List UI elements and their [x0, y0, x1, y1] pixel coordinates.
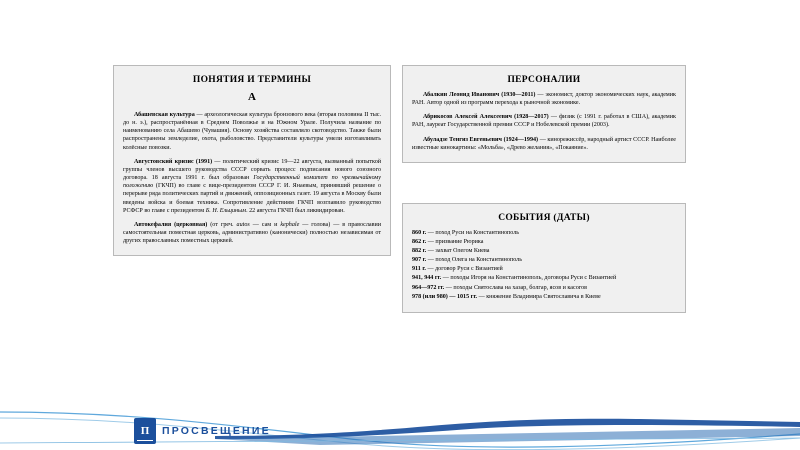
date-year: 882 г. — [412, 248, 427, 255]
term-definition: археологическая культура бронзового века (вторая половина II тыс. до н. э.), распространённая в Среднем Поволжье и на Южном Урале. Получила название по наименованию села Абашево (Чувашия). Основу хозяйства составляло скотоводство. Также были распространены земледелие, охота, рыболовство. Представители культуры умели изготавливать колёсные повозки. — [123, 112, 382, 151]
date-event: договор Руси с Византией — [435, 266, 503, 273]
date-dash: — — [426, 239, 436, 246]
date-year: 860 г. — [412, 230, 427, 236]
date-row — [412, 256, 676, 264]
date-row — [412, 274, 676, 282]
term-definition-tail: — голова) — в православии самостоятельная поместная церковь, административно (канонически) полностью независимая от других православных поместных церквей. — [123, 221, 382, 245]
date-row — [412, 238, 676, 246]
date-row — [412, 293, 676, 301]
person-name: Абрикосов Алексей Алексеевич (1928—2017) — [423, 114, 549, 121]
date-event: захват Олегом Киева — [435, 248, 490, 255]
date-year: 978 (или 980) — 1015 гг. — [412, 293, 478, 300]
date-row — [412, 284, 676, 292]
person-entry — [412, 136, 676, 152]
date-row — [412, 229, 676, 237]
date-year: 907 г. — [412, 257, 427, 264]
date-dash: — — [477, 293, 487, 300]
panel-personalities — [402, 65, 686, 163]
term-entry — [123, 111, 381, 152]
term-dash: (от греч. — [207, 221, 237, 228]
publisher-logo — [134, 418, 271, 444]
date-dash: — — [426, 248, 436, 255]
person-dash: — — [535, 92, 546, 98]
term-definition-part1: политический кризис 19—22 августа, вызванный попыткой группы членов высшего руководства СССР сорвать процесс подписания нового союзного договора. 18 августа 1991 г. был образован — [123, 158, 382, 182]
term-dash: — — [194, 112, 205, 118]
date-dash: — — [425, 266, 436, 273]
person-entry — [412, 113, 676, 129]
date-year: 862 г. — [412, 239, 427, 246]
term-definition-tail: . 22 августа ГКЧП был ликвидирован. — [246, 207, 345, 214]
date-year: 911 г. — [412, 266, 426, 273]
person-description: кинорежиссёр, народный артист СССР. Наиболее известные кинокартины: «Мольба», «Древо желания», «Покаяние». — [412, 136, 677, 151]
footer-decoration — [0, 392, 800, 450]
date-event: призвание Рюрика — [435, 239, 484, 246]
term-italic-2: kephale — [280, 221, 300, 228]
date-event: поход Руси на Константинополь — [435, 230, 520, 236]
person-description: физик (с 1991 г. работал в США), академик РАН, лауреат Государственной премии СССР и Нобелевской премии (2003). — [412, 114, 676, 129]
dates-list — [412, 229, 676, 301]
person-dash: — — [538, 136, 548, 143]
person-dash: — — [548, 114, 560, 121]
wave-graphic-icon — [0, 392, 800, 450]
date-event: походы Святослава на хазар, болгар, ясов и касогов — [453, 284, 588, 291]
panel-events-dates — [402, 203, 686, 313]
prosveshchenie-mark-icon — [134, 418, 156, 444]
term-dash: — — [212, 158, 223, 165]
letter-heading-a: А — [248, 91, 256, 103]
term-italic-1: autos — [236, 221, 250, 228]
person-name: Абуладзе Тенгиз Евгеньевич (1924—1994) — [423, 136, 539, 143]
date-event: походы Игоря на Константинополь, договоры Руси с Византией — [450, 275, 617, 282]
date-dash: — — [426, 230, 436, 236]
panel-title-personalities: ПЕРСОНАЛИИ — [507, 75, 581, 85]
panel-title-events: СОБЫТИЯ (ДАТЫ) — [498, 213, 590, 223]
date-dash: — — [444, 284, 454, 291]
term-entry — [123, 221, 381, 245]
logo-letter: П — [140, 425, 150, 437]
date-year: 941, 944 гг. — [412, 275, 442, 282]
panel-concepts-and-terms — [113, 65, 391, 256]
date-row — [412, 247, 676, 255]
date-year: 964—972 гг. — [412, 284, 445, 291]
term-definition-mid: — сам и — [249, 221, 281, 228]
term-italic-1: Государственный комитет по чрезвычайному положению — [123, 175, 381, 190]
person-entry — [412, 91, 676, 107]
person-name: Абалкин Леонид Иванович (1930—2011) — [423, 92, 536, 98]
term-name: Августовский кризис (1991) — [134, 158, 213, 165]
term-italic-2: Б. Н. Ельциным — [205, 207, 247, 214]
person-description: экономист, доктор экономических наук, академик РАН. Автор одной из программ перехода к рыночной экономике. — [412, 92, 677, 107]
panel-title-concepts: ПОНЯТИЯ И ТЕРМИНЫ — [192, 75, 312, 85]
term-name: Автокефалия (церковная) — [134, 221, 208, 228]
date-event: поход Олега на Константинополь — [435, 257, 523, 264]
term-entry — [123, 158, 381, 215]
date-event: княжение Владимира Святославича в Киеве — [486, 293, 601, 300]
publisher-name: ПРОСВЕЩЕНИЕ — [162, 425, 271, 437]
date-row — [412, 265, 676, 273]
date-dash: — — [426, 257, 436, 264]
term-name: Абашевская культура — [134, 112, 195, 118]
date-dash: — — [441, 275, 451, 282]
term-definition-part2: (ГКЧП) во главе с вице-президентом СССР Г. И. Янаевым, принявший решение о перерыве ряда политических партий и движений, оппозиционных газет. 19 августа в Москву были введены войска и боевая техника. Сопротивление действиям ГКЧП возглавило руководство РСФСР во главе с президентом — [123, 183, 381, 214]
